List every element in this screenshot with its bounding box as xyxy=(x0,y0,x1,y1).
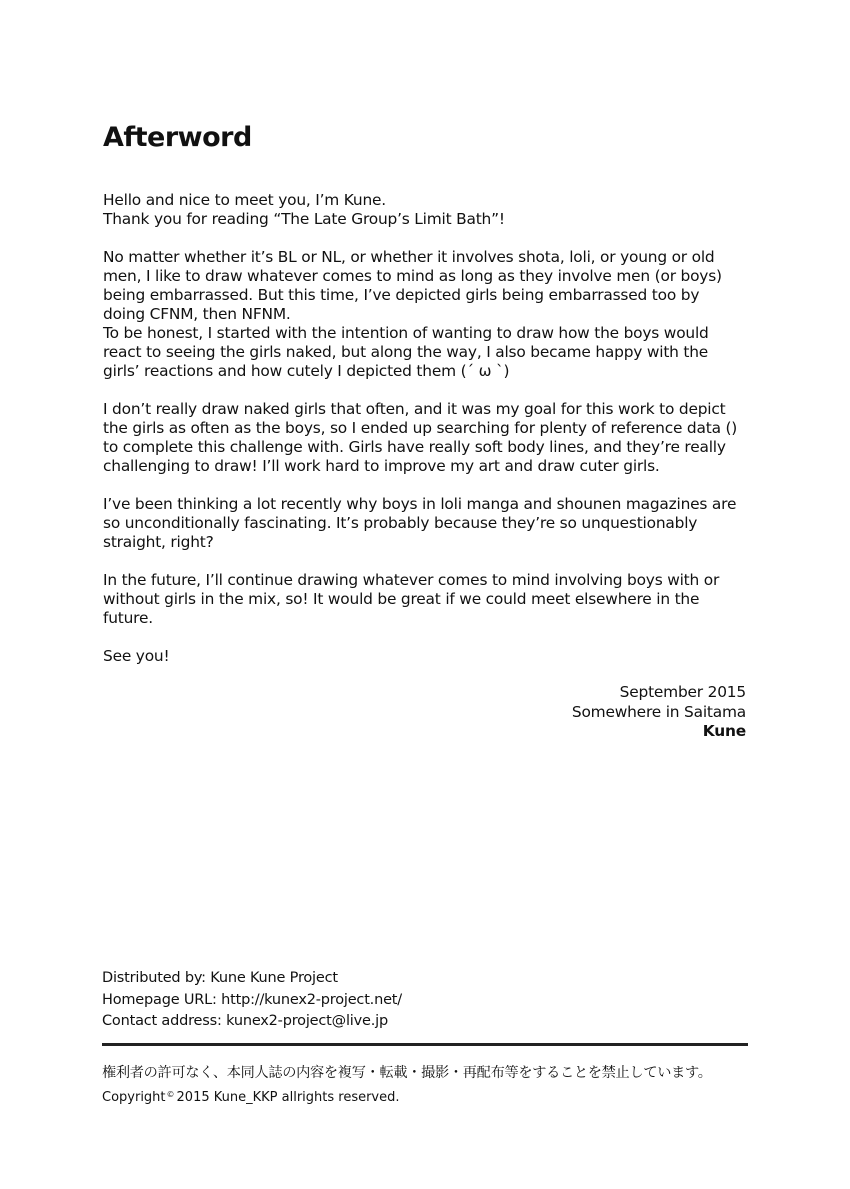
paragraph-thoughts xyxy=(103,495,753,552)
homepage-line: Homepage URL: http://kunex2-project.net/ xyxy=(102,991,402,1008)
signature-place: Somewhere in Saitama xyxy=(571,702,746,721)
copyright-prefix: Copyright xyxy=(102,1090,166,1105)
text-line: doing CFNM, then NFNM. xyxy=(103,305,291,323)
text-line: straight, right? xyxy=(103,533,214,551)
paragraph-challenge xyxy=(103,400,753,476)
text-line: See you! xyxy=(103,647,170,665)
divider xyxy=(102,1043,748,1046)
signature-date: September 2015 xyxy=(619,683,746,701)
paragraph-intent xyxy=(103,248,753,381)
text-line: future. xyxy=(103,609,153,627)
page-title: Afterword xyxy=(103,122,252,153)
text-line: without girls in the mix, so! It would be great if we could meet elsewhere in the xyxy=(103,590,700,608)
copyright-notice-jp: 権利者の許可なく、本同人誌の内容を複写・転載・撮影・再配布等をすることを禁止しています。 xyxy=(102,1065,712,1081)
text-line: In the future, I’ll continue drawing whatever comes to mind involving boys with or xyxy=(103,571,720,589)
paragraph-future xyxy=(103,571,753,628)
afterword-body xyxy=(103,191,753,685)
text-line: Thank you for reading “The Late Group’s Limit Bath”! xyxy=(103,210,505,228)
text-line: I don’t really draw naked girls that often, and it was my goal for this work to depict xyxy=(103,400,726,418)
distributor-line: Distributed by: Kune Kune Project xyxy=(102,970,338,986)
copyright-text: 2015 Kune_KKP allrights reserved. xyxy=(176,1090,400,1105)
text-line: No matter whether it’s BL or NL, or whether it involves shota, loli, or young or old xyxy=(103,248,715,266)
signature-author: Kune xyxy=(702,722,746,740)
text-line: react to seeing the girls naked, but along the way, I also became happy with the xyxy=(103,343,709,361)
text-line: girls’ reactions and how cutely I depicted them (´ ω `) xyxy=(103,362,510,380)
text-line: the girls as often as the boys, so I ended up searching for plenty of reference data () xyxy=(103,419,738,437)
colophon xyxy=(102,968,702,1033)
text-line: being embarrassed. But this time, I’ve depicted girls being embarrassed too by xyxy=(103,286,700,304)
copyright-mark: © xyxy=(166,1090,175,1099)
paragraph-farewell xyxy=(103,647,753,666)
text-line: men, I like to draw whatever comes to mind as long as they involve men (or boys) xyxy=(103,267,722,285)
text-line: to complete this challenge with. Girls have really soft body lines, and they’re really xyxy=(103,438,726,456)
text-line: so unconditionally fascinating. It’s probably because they’re so unquestionably xyxy=(103,514,698,532)
copyright-line xyxy=(102,1086,702,1107)
text-line: I’ve been thinking a lot recently why boys in loli manga and shounen magazines are xyxy=(103,495,737,513)
contact-line: Contact address: kunex2-project@live.jp xyxy=(102,1013,388,1029)
signature-block xyxy=(446,683,746,742)
paragraph-greeting xyxy=(103,191,753,229)
text-line: To be honest, I started with the intention of wanting to draw how the boys would xyxy=(103,324,709,342)
text-line: Hello and nice to meet you, I’m Kune. xyxy=(103,191,386,209)
text-line: challenging to draw! I’ll work hard to improve my art and draw cuter girls. xyxy=(103,457,660,475)
